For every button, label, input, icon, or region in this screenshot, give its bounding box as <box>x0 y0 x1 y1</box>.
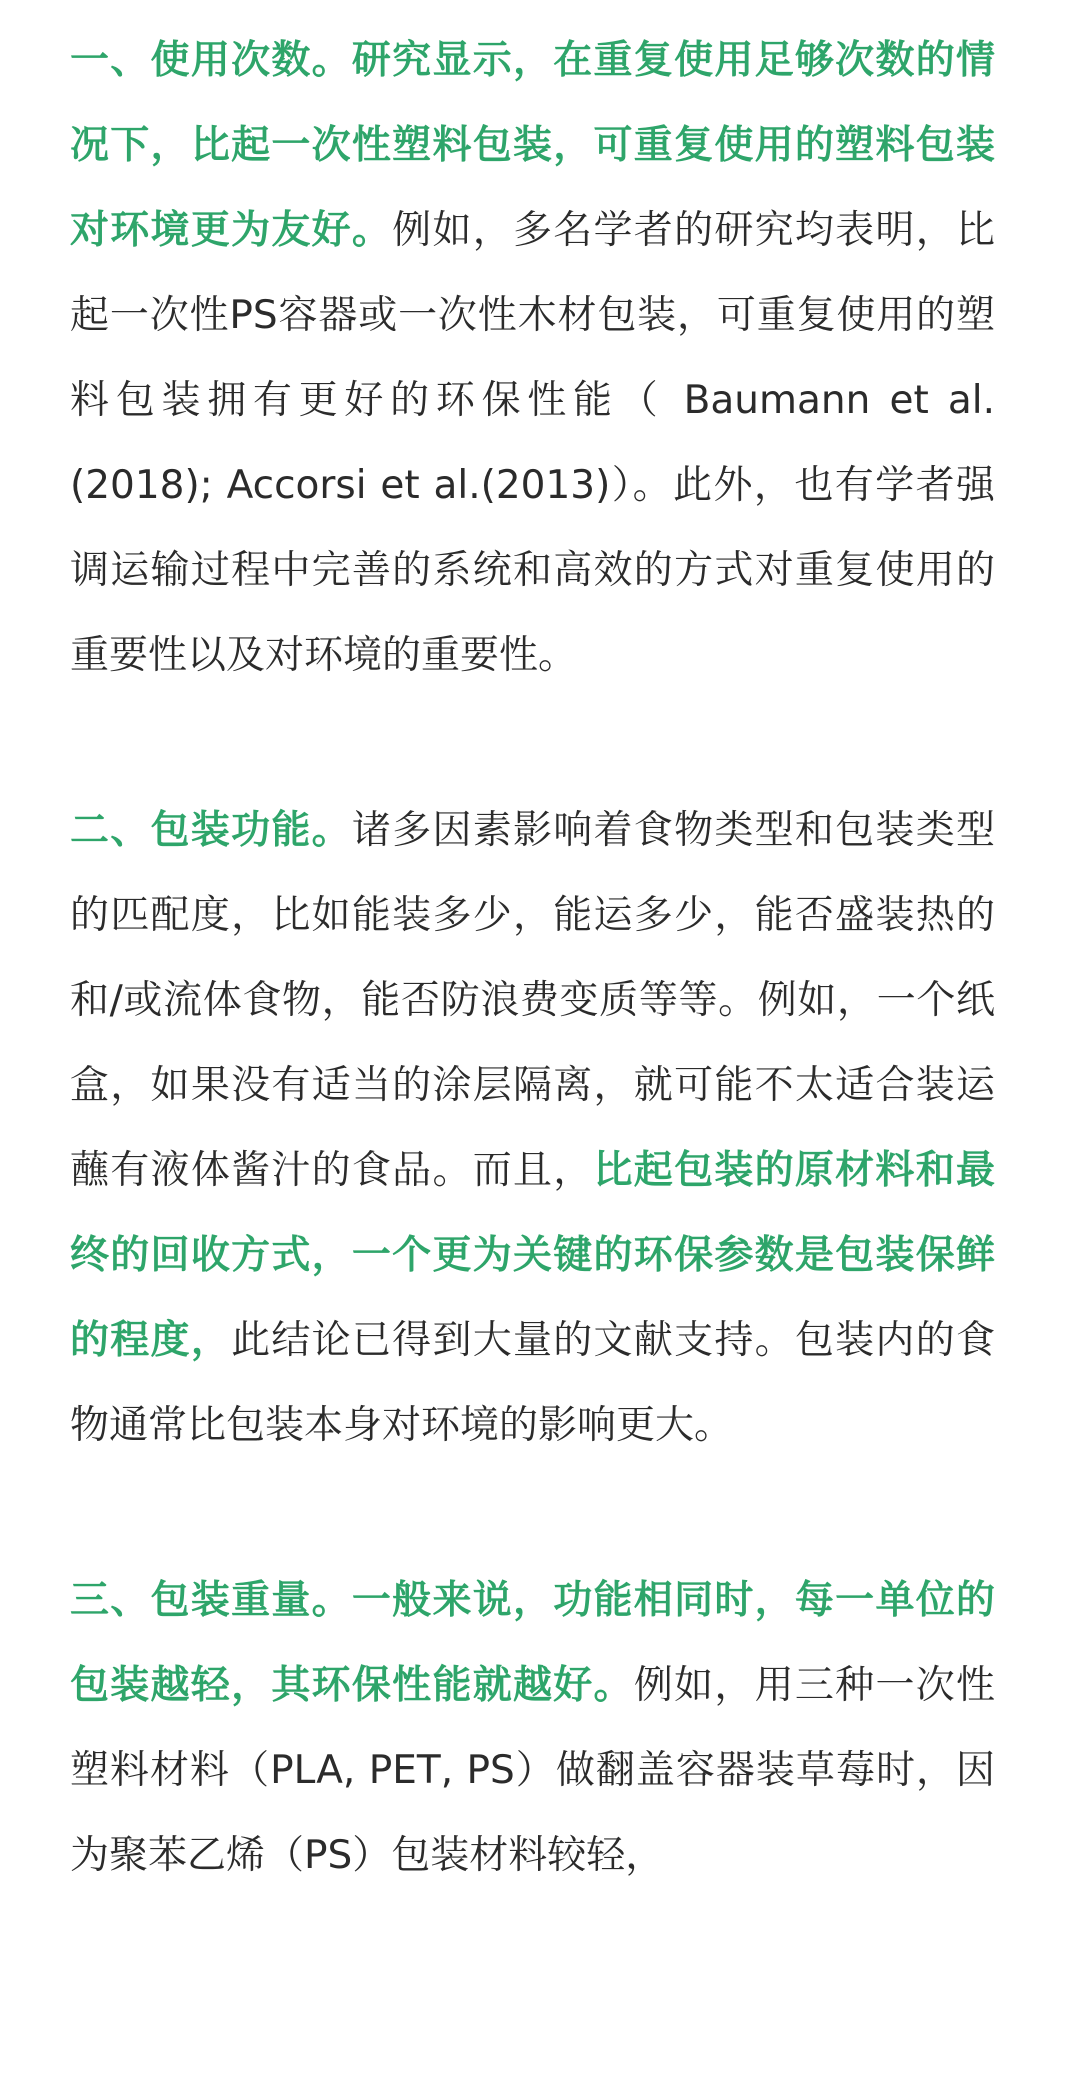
body-text-literature-support: 此结论已得到大量的文献支持。包装内的食物通常比包装本身对环境的影响更大。 <box>70 1318 995 1448</box>
article-body <box>70 18 995 1988</box>
highlight-packaging-weight: 三、包装重量。一般来说，功能相同时，每一单位的包装越轻，其环保性能就越好。 <box>70 1578 995 1708</box>
body-text-usage-count: 例如，多名学者的研究均表明，比起一次性PS容器或一次性木材包装，可重复使用的塑料包装拥有更好的环保性能（ Baumann et al.(2018); Accorsi et al.(2013)）。此外，也有学者强调运输过程中完善的系统和高效的方式对重复使用的重要性以及对环境的重要性。 <box>70 208 995 678</box>
paragraph-packaging-function <box>70 788 995 1468</box>
body-text-packaging-function: 诸多因素影响着食物类型和包装类型的匹配度，比如能装多少，能运多少，能否盛装热的和/或流体食物，能否防浪费变质等等。例如，一个纸盒，如果没有适当的涂层隔离，就可能不太适合装运蘸有液体酱汁的食品。而且， <box>70 808 995 1193</box>
highlight-freshness-parameter: 比起包装的原材料和最终的回收方式，一个更为关键的环保参数是包装保鲜的程度， <box>70 1148 995 1363</box>
highlight-usage-count: 一、使用次数。研究显示，在重复使用足够次数的情况下，比起一次性塑料包装，可重复使用的塑料包装对环境更为友好。 <box>70 38 995 253</box>
body-text-packaging-weight: 例如，用三种一次性塑料材料（PLA, PET, PS）做翻盖容器装草莓时，因为聚苯乙烯（PS）包装材料较轻， <box>70 1663 995 1878</box>
paragraph-usage-count <box>70 18 995 698</box>
highlight-packaging-function-title: 二、包装功能。 <box>70 808 352 853</box>
paragraph-packaging-weight <box>70 1558 995 1898</box>
